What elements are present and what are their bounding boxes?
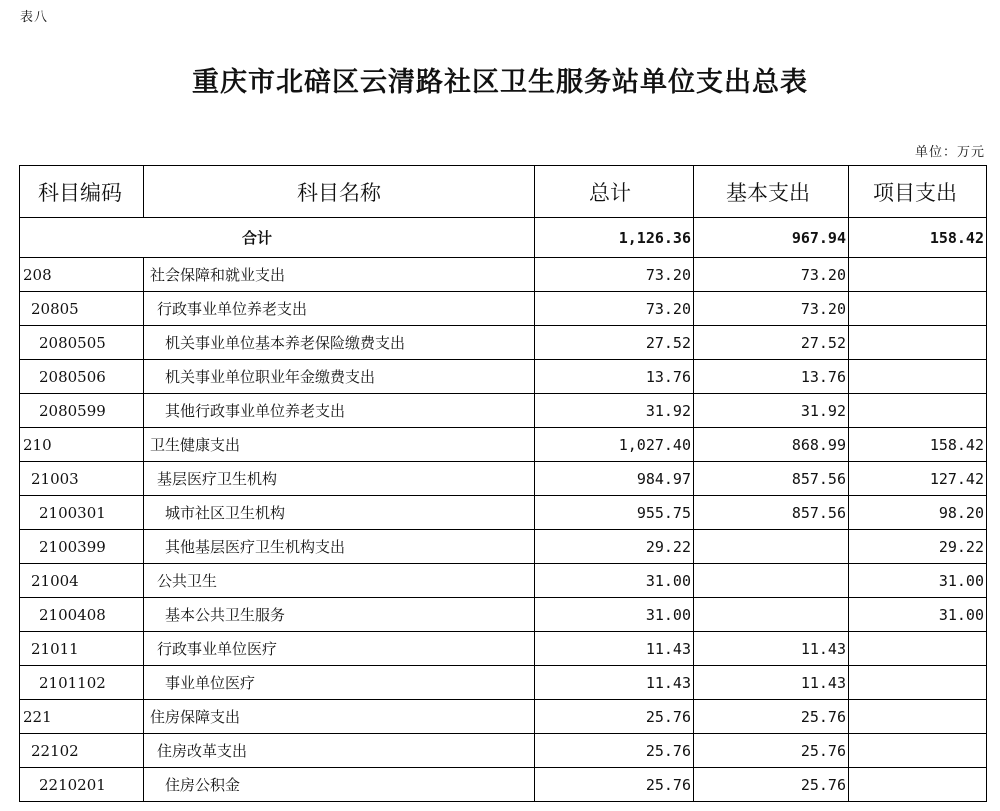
row-code: 2100301 bbox=[20, 496, 144, 530]
total-project: 158.42 bbox=[849, 218, 987, 258]
row-basic: 25.76 bbox=[694, 734, 849, 768]
row-name: 住房改革支出 bbox=[144, 734, 535, 768]
row-name: 机关事业单位基本养老保险缴费支出 bbox=[144, 326, 535, 360]
table-row bbox=[20, 462, 987, 496]
row-project bbox=[849, 292, 987, 326]
table-row bbox=[20, 326, 987, 360]
row-code: 2100399 bbox=[20, 530, 144, 564]
row-name: 机关事业单位职业年金缴费支出 bbox=[144, 360, 535, 394]
row-project bbox=[849, 700, 987, 734]
row-basic bbox=[694, 564, 849, 598]
row-total: 25.76 bbox=[535, 734, 694, 768]
row-total: 27.52 bbox=[535, 326, 694, 360]
row-code: 22102 bbox=[20, 734, 144, 768]
row-code: 2080506 bbox=[20, 360, 144, 394]
table-row bbox=[20, 768, 987, 802]
header-total: 总计 bbox=[535, 166, 694, 218]
row-total: 31.92 bbox=[535, 394, 694, 428]
row-basic: 11.43 bbox=[694, 666, 849, 700]
row-basic: 857.56 bbox=[694, 496, 849, 530]
row-total: 11.43 bbox=[535, 666, 694, 700]
row-total: 11.43 bbox=[535, 632, 694, 666]
row-name: 基层医疗卫生机构 bbox=[144, 462, 535, 496]
row-code: 20805 bbox=[20, 292, 144, 326]
table-row bbox=[20, 258, 987, 292]
row-code: 2101102 bbox=[20, 666, 144, 700]
row-total: 73.20 bbox=[535, 292, 694, 326]
row-total: 73.20 bbox=[535, 258, 694, 292]
table-row bbox=[20, 564, 987, 598]
row-total: 1,027.40 bbox=[535, 428, 694, 462]
row-name: 其他行政事业单位养老支出 bbox=[144, 394, 535, 428]
row-total: 13.76 bbox=[535, 360, 694, 394]
row-basic: 25.76 bbox=[694, 700, 849, 734]
row-code: 2080599 bbox=[20, 394, 144, 428]
row-name: 住房保障支出 bbox=[144, 700, 535, 734]
total-label: 合计 bbox=[20, 218, 535, 258]
row-total: 29.22 bbox=[535, 530, 694, 564]
table-row bbox=[20, 632, 987, 666]
row-project: 31.00 bbox=[849, 598, 987, 632]
row-name: 其他基层医疗卫生机构支出 bbox=[144, 530, 535, 564]
row-basic bbox=[694, 598, 849, 632]
row-total: 31.00 bbox=[535, 564, 694, 598]
table-row bbox=[20, 292, 987, 326]
row-name: 卫生健康支出 bbox=[144, 428, 535, 462]
row-code: 210 bbox=[20, 428, 144, 462]
row-basic: 31.92 bbox=[694, 394, 849, 428]
row-total: 25.76 bbox=[535, 768, 694, 802]
row-project bbox=[849, 768, 987, 802]
table-header bbox=[20, 166, 987, 218]
table-row bbox=[20, 428, 987, 462]
row-basic: 73.20 bbox=[694, 258, 849, 292]
table-row bbox=[20, 496, 987, 530]
row-project: 29.22 bbox=[849, 530, 987, 564]
row-project bbox=[849, 734, 987, 768]
table-row bbox=[20, 666, 987, 700]
table-row bbox=[20, 700, 987, 734]
row-total: 955.75 bbox=[535, 496, 694, 530]
row-code: 2210201 bbox=[20, 768, 144, 802]
row-project bbox=[849, 394, 987, 428]
row-basic: 857.56 bbox=[694, 462, 849, 496]
row-name: 事业单位医疗 bbox=[144, 666, 535, 700]
table-row bbox=[20, 734, 987, 768]
row-basic: 868.99 bbox=[694, 428, 849, 462]
row-code: 221 bbox=[20, 700, 144, 734]
row-project bbox=[849, 258, 987, 292]
row-name: 公共卫生 bbox=[144, 564, 535, 598]
row-name: 城市社区卫生机构 bbox=[144, 496, 535, 530]
table-number: 表八 bbox=[20, 10, 49, 25]
row-basic bbox=[694, 530, 849, 564]
expenditure-table bbox=[19, 165, 987, 802]
table-row bbox=[20, 394, 987, 428]
row-basic: 25.76 bbox=[694, 768, 849, 802]
total-sum: 1,126.36 bbox=[535, 218, 694, 258]
row-code: 2100408 bbox=[20, 598, 144, 632]
row-basic: 11.43 bbox=[694, 632, 849, 666]
header-project: 项目支出 bbox=[849, 166, 987, 218]
row-project bbox=[849, 360, 987, 394]
row-basic: 13.76 bbox=[694, 360, 849, 394]
row-project: 98.20 bbox=[849, 496, 987, 530]
document-title: 重庆市北碚区云清路社区卫生服务站单位支出总表 bbox=[192, 67, 808, 98]
row-name: 行政事业单位医疗 bbox=[144, 632, 535, 666]
row-code: 21011 bbox=[20, 632, 144, 666]
table-row bbox=[20, 598, 987, 632]
row-total: 31.00 bbox=[535, 598, 694, 632]
row-code: 21003 bbox=[20, 462, 144, 496]
row-name: 基本公共卫生服务 bbox=[144, 598, 535, 632]
row-project: 158.42 bbox=[849, 428, 987, 462]
row-total: 25.76 bbox=[535, 700, 694, 734]
row-name: 住房公积金 bbox=[144, 768, 535, 802]
row-name: 社会保障和就业支出 bbox=[144, 258, 535, 292]
header-row bbox=[20, 166, 987, 218]
table-row bbox=[20, 360, 987, 394]
table-row bbox=[20, 530, 987, 564]
unit-label: 单位：万元 bbox=[914, 145, 985, 160]
row-basic: 27.52 bbox=[694, 326, 849, 360]
row-basic: 73.20 bbox=[694, 292, 849, 326]
row-project bbox=[849, 666, 987, 700]
header-name: 科目名称 bbox=[144, 166, 535, 218]
row-project bbox=[849, 326, 987, 360]
total-row bbox=[20, 218, 987, 258]
row-code: 21004 bbox=[20, 564, 144, 598]
header-basic: 基本支出 bbox=[694, 166, 849, 218]
row-project: 127.42 bbox=[849, 462, 987, 496]
row-code: 208 bbox=[20, 258, 144, 292]
total-basic: 967.94 bbox=[694, 218, 849, 258]
table-body bbox=[20, 218, 987, 802]
header-code: 科目编码 bbox=[20, 166, 144, 218]
row-project bbox=[849, 632, 987, 666]
row-total: 984.97 bbox=[535, 462, 694, 496]
row-project: 31.00 bbox=[849, 564, 987, 598]
row-name: 行政事业单位养老支出 bbox=[144, 292, 535, 326]
row-code: 2080505 bbox=[20, 326, 144, 360]
